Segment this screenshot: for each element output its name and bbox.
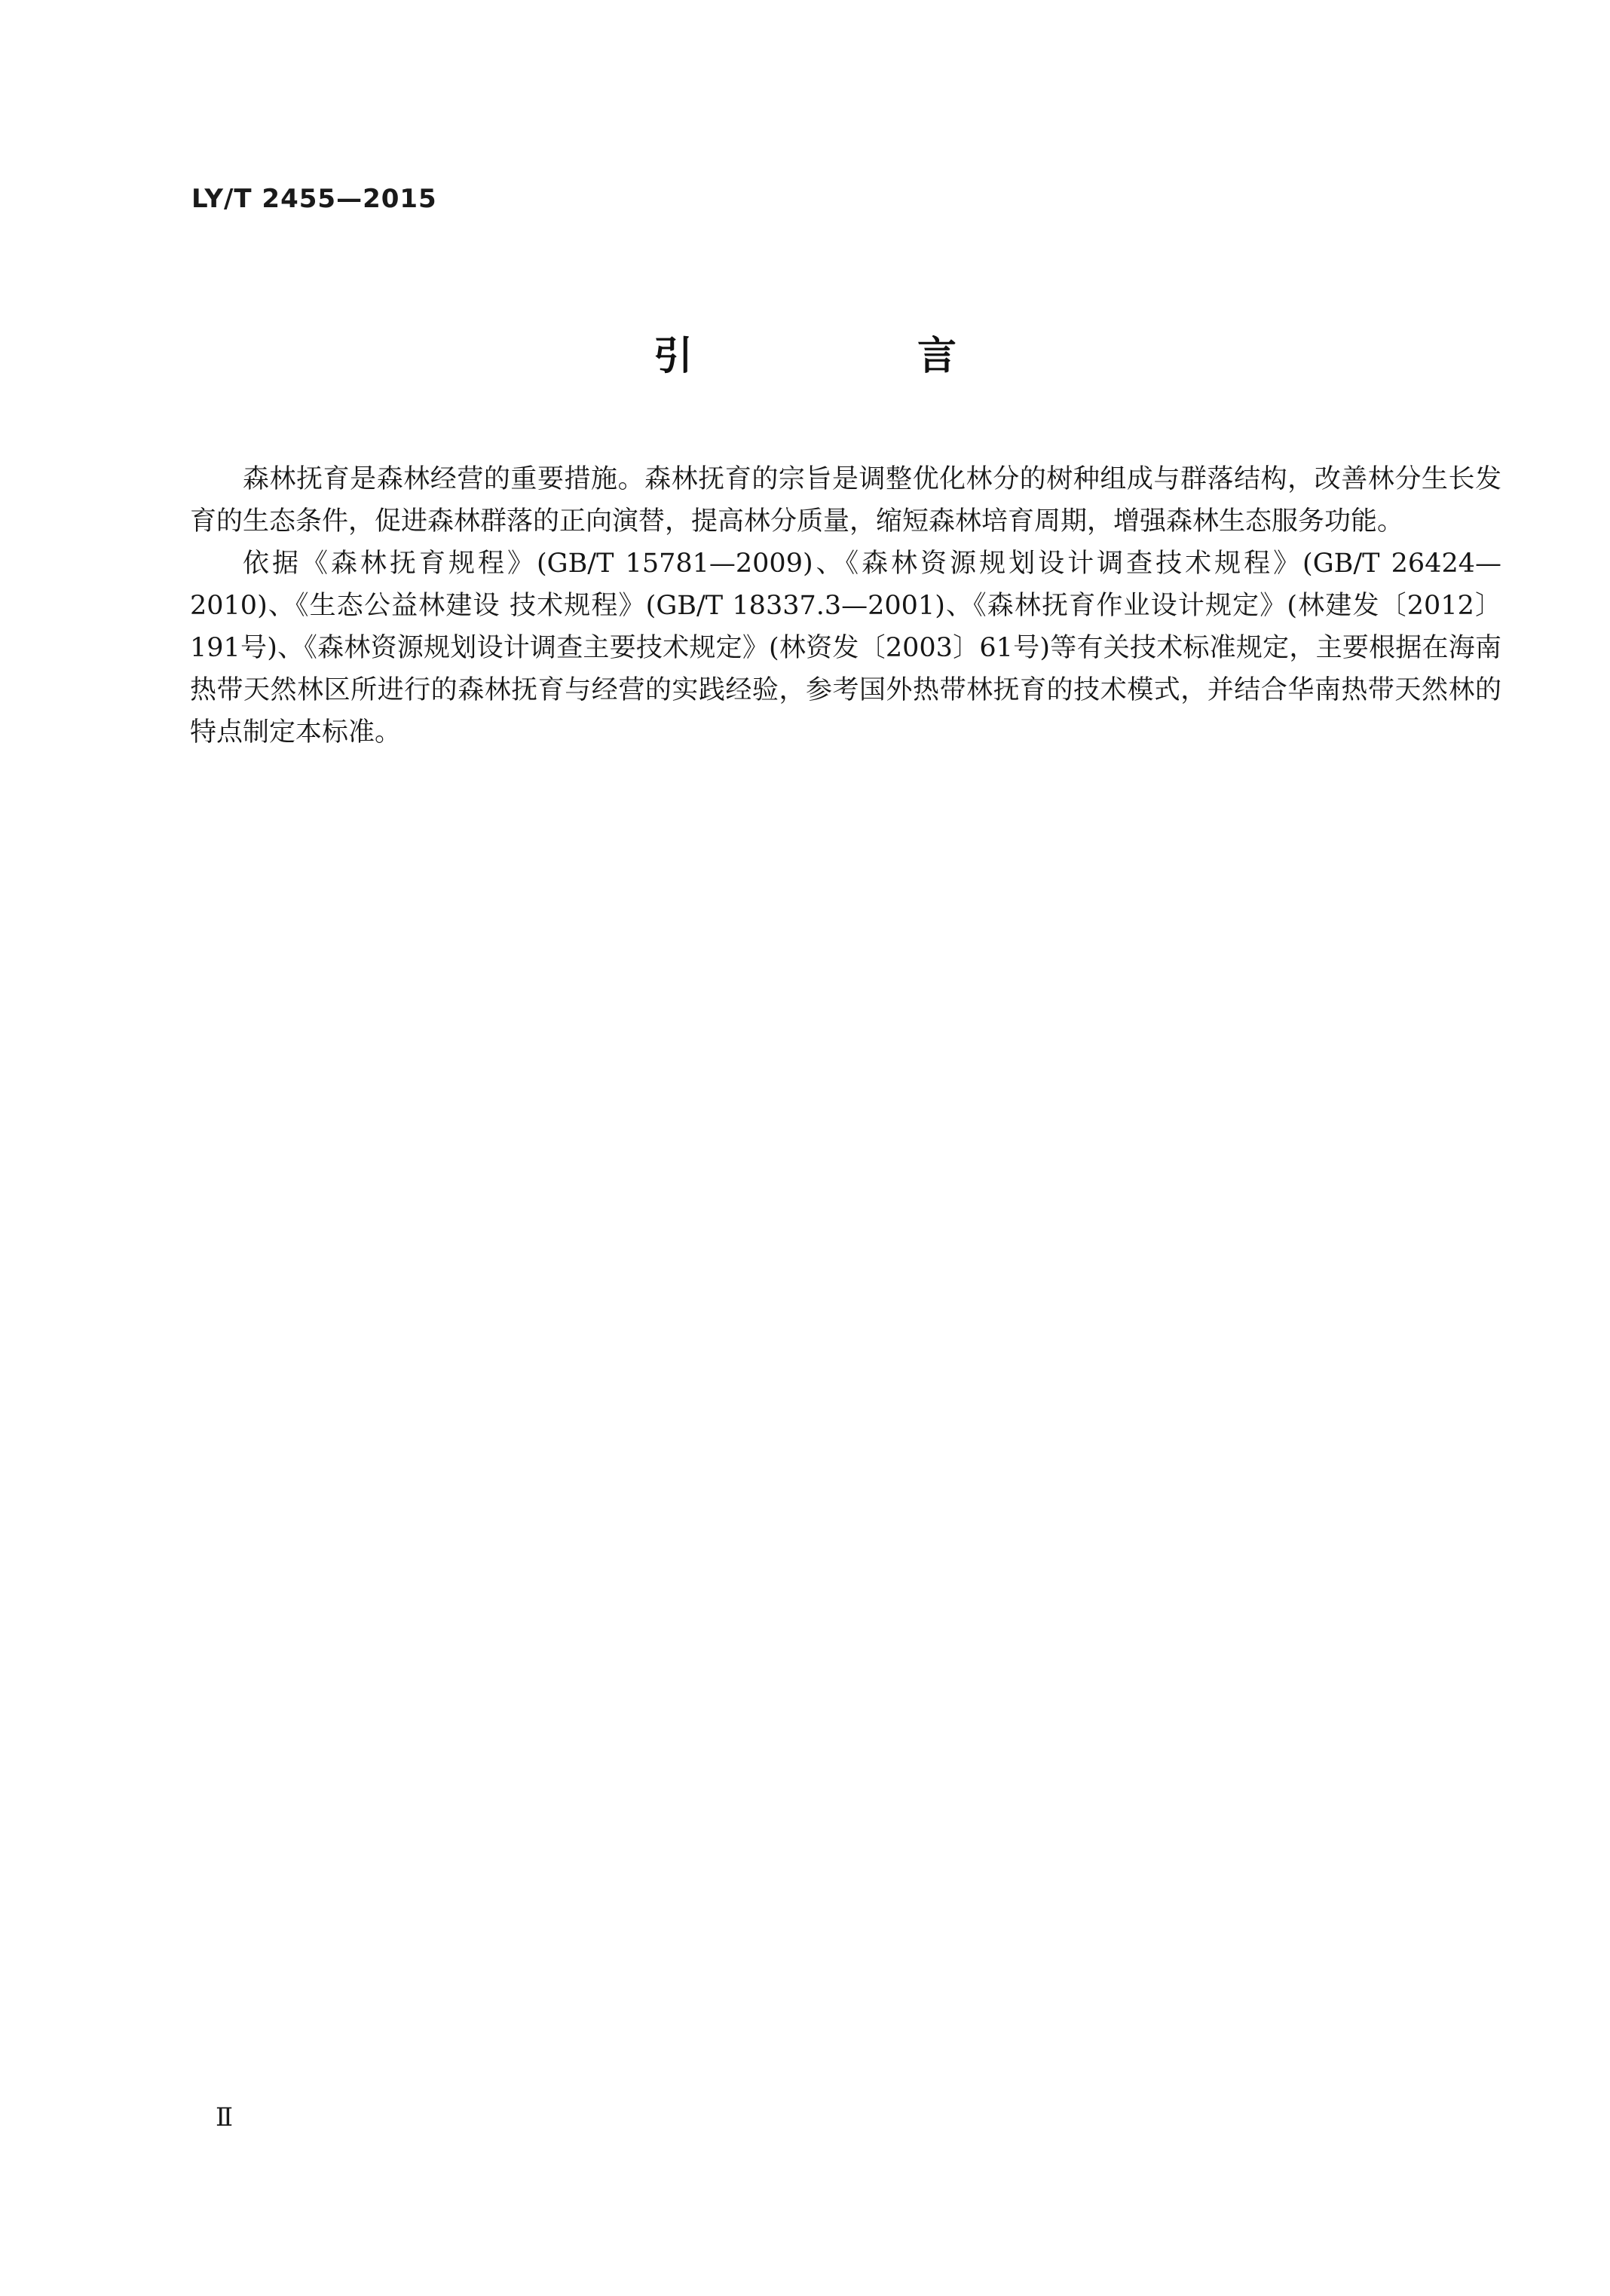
body-text	[190, 458, 1501, 754]
paragraph: 依据《森林抚育规程》(GB/T 15781—2009)、《森林资源规划设计调查技术规程》(GB/T 26424—2010)、《生态公益林建设 技术规程》(GB/T 18337.3—2001)、《森林抚育作业设计规定》(林建发〔2012〕191号)、《森林资源规划设计调查主要技术规定》(林资发〔2003〕61号)等有关技术标准规定，主要根据在海南热带天然林区所进行的森林抚育与经营的实践经验，参考国外热带林抚育的技术模式，并结合华南热带天然林的特点制定本标准。	[190, 549, 1501, 747]
standard-code: LY/T 2455—2015	[191, 184, 437, 214]
page-title: 引 言	[653, 334, 1063, 379]
page-number: Ⅱ	[216, 2102, 234, 2132]
paragraph: 森林抚育是森林经营的重要措施。森林抚育的宗旨是调整优化林分的树种组成与群落结构，改善林分生长发育的生态条件，促进森林群落的正向演替，提高林分质量，缩短森林培育周期，增强森林生态服务功能。	[190, 464, 1501, 537]
